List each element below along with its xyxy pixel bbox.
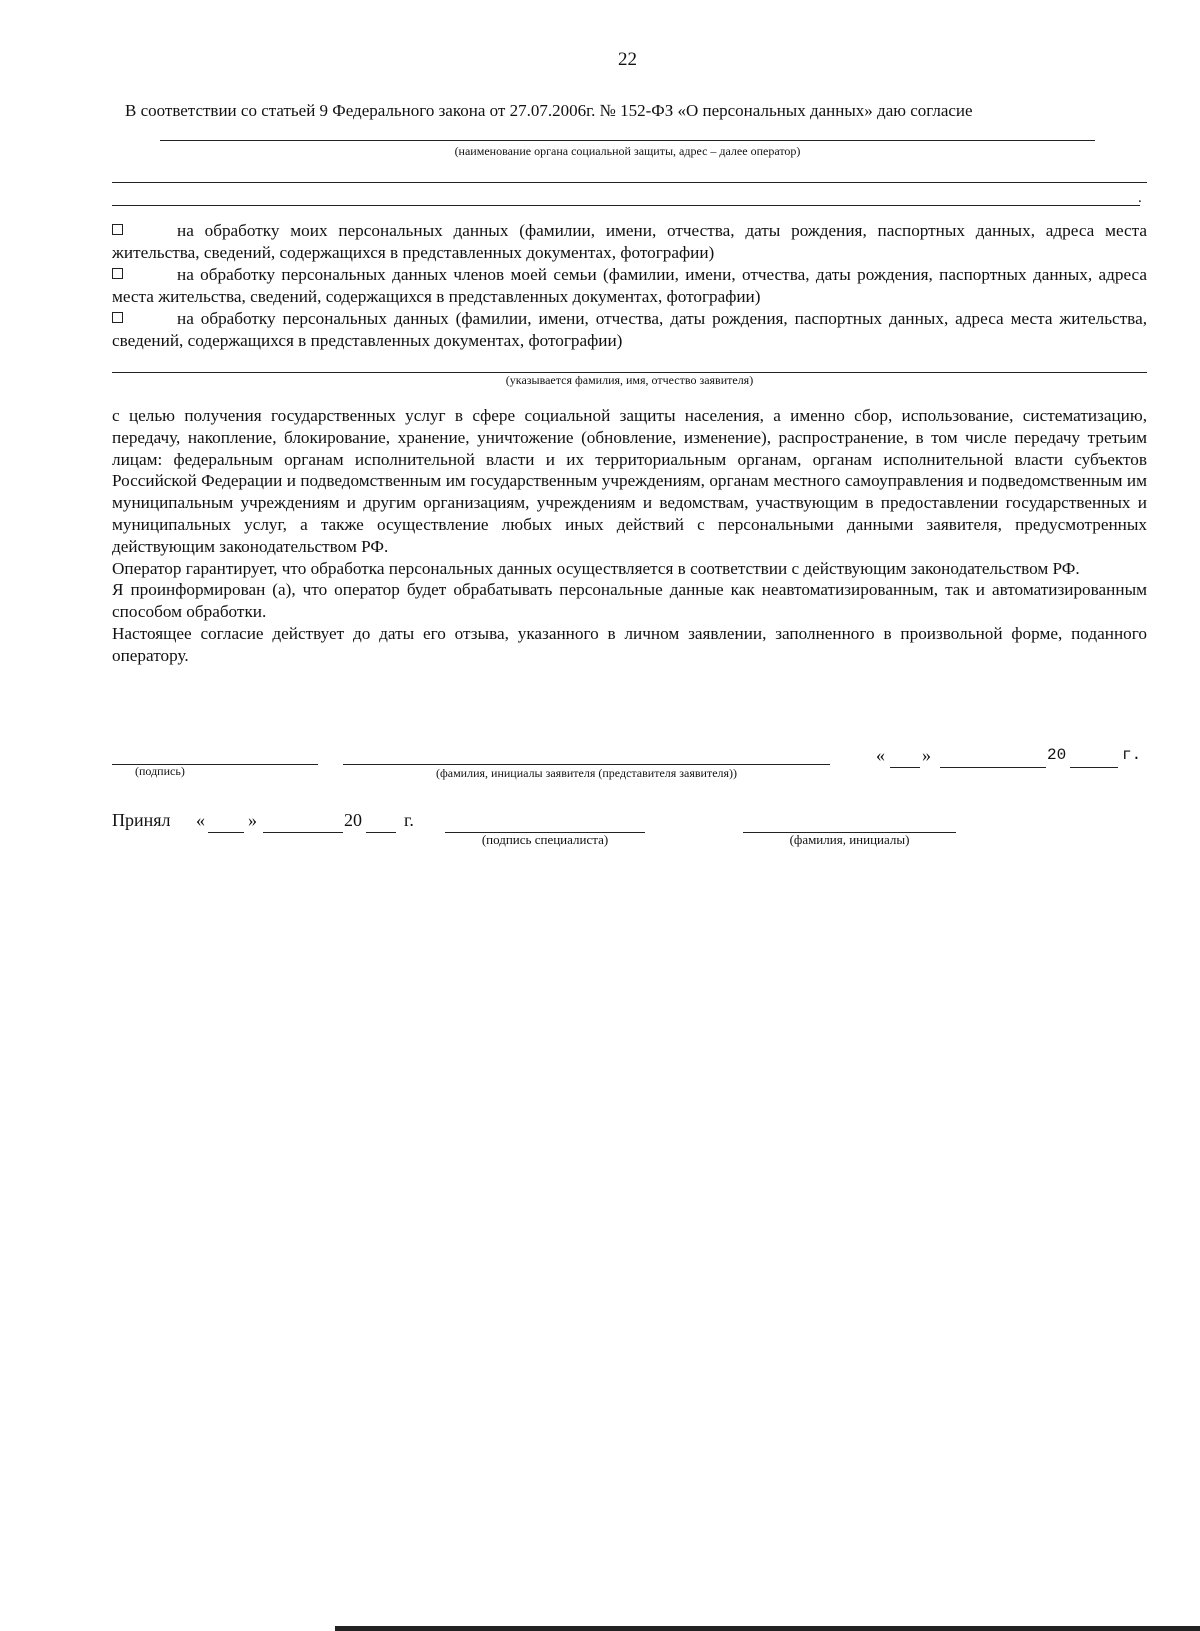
consent-body: [112, 405, 1147, 667]
date-quote-close: »: [922, 745, 931, 765]
accepted-year-prefix: 20: [344, 810, 362, 830]
accepted-month-line[interactable]: [263, 832, 343, 833]
address-line-end: .: [1138, 190, 1142, 206]
applicant-name-caption: (фамилия, инициалы заявителя (представителя заявителя)): [435, 766, 738, 780]
applicant-caption: (указывается фамилия, имя, отчество заявителя): [505, 373, 754, 387]
accepted-label: Принял: [112, 810, 171, 830]
option-family-data[interactable]: [112, 264, 1147, 308]
signature-caption: (подпись): [135, 764, 185, 778]
address-line-1[interactable]: [112, 182, 1147, 183]
option-other-data[interactable]: [112, 308, 1147, 352]
date-year-prefix: 20: [1047, 746, 1067, 764]
processing-paragraph: Я проинформирован (а), что оператор будет обрабатывать персональные данные как неавтоматизированным, так и автоматизированным способом обработки.: [112, 580, 1147, 622]
specialist-name-caption: (фамилия, инициалы): [789, 832, 910, 847]
accepted-quote-open: «: [196, 810, 205, 830]
scan-edge-bar: [335, 1626, 1200, 1631]
accepted-quote-close: »: [248, 810, 257, 830]
address-line-2[interactable]: [112, 205, 1140, 206]
intro-text: В соответствии со статьей 9 Федерального закона от 27.07.2006г. № 152-ФЗ «О персональных данных» даю согласие: [125, 101, 973, 120]
date-year-line[interactable]: [1070, 767, 1118, 768]
operator-line[interactable]: [160, 140, 1095, 141]
option-own-data[interactable]: [112, 220, 1147, 264]
option-own-data-text: на обработку моих персональных данных (фамилии, имени, отчества, даты рождения, паспортных данных, адреса места жительства, сведений, содержащихся в представленных документах, фотографии): [112, 221, 1147, 262]
checkbox-family-data[interactable]: [112, 268, 123, 279]
date-month-line[interactable]: [940, 767, 1046, 768]
accepted-year-suffix: г.: [404, 810, 414, 830]
operator-caption: (наименование органа социальной защиты, адрес – далее оператор): [454, 144, 801, 158]
date-day-line[interactable]: [890, 767, 920, 768]
option-other-data-text: на обработку персональных данных (фамилии, имени, отчества, даты рождения, паспортных данных, адреса места жительства, сведений, содержащихся в представленных документах, фотографии): [112, 309, 1147, 350]
checkbox-own-data[interactable]: [112, 224, 123, 235]
validity-paragraph: Настоящее согласие действует до даты его отзыва, указанного в личном заявлении, заполненного в произвольной форме, поданного оператору.: [112, 623, 1147, 665]
date-quote-open: «: [876, 745, 885, 765]
specialist-caption: (подпись специалиста): [481, 832, 609, 847]
page-number: 22: [618, 49, 637, 70]
date-year-suffix: г.: [1122, 746, 1142, 764]
accepted-year-line[interactable]: [366, 832, 396, 833]
accepted-day-line[interactable]: [208, 832, 244, 833]
option-family-data-text: на обработку персональных данных членов моей семьи (фамилии, имени, отчества, даты рождения, паспортных данных, адреса места жительства, сведений, содержащихся в представленных документах, фотографии): [112, 265, 1147, 306]
purpose-paragraph: с целью получения государственных услуг в сфере социальной защиты населения, а именно сбор, использование, систематизацию, передачу, накопление, блокирование, хранение, уничтожение (обновление, изменение), распространение, в том числе передачу третьим лицам: федеральным органам исполнительной власти и их территориальным органам, органам исполнительной власти субъектов Российской Федерации и подведомственным им государственным учреждениям, органам местного самоуправления и подведомственным им муниципальным учреждениям и другим организациям, учреждениям и ведомствам, участвующим в предоставлении государственных и муниципальных услуг, а также осуществление любых иных действий с персональными данными заявителя, предусмотренных действующим законодательством РФ.: [112, 406, 1147, 556]
applicant-name-line[interactable]: [343, 764, 830, 765]
guarantee-paragraph: Оператор гарантирует, что обработка персональных данных осуществляется в соответствии с действующим законодательством РФ.: [112, 558, 1080, 578]
checkbox-other-data[interactable]: [112, 312, 123, 323]
